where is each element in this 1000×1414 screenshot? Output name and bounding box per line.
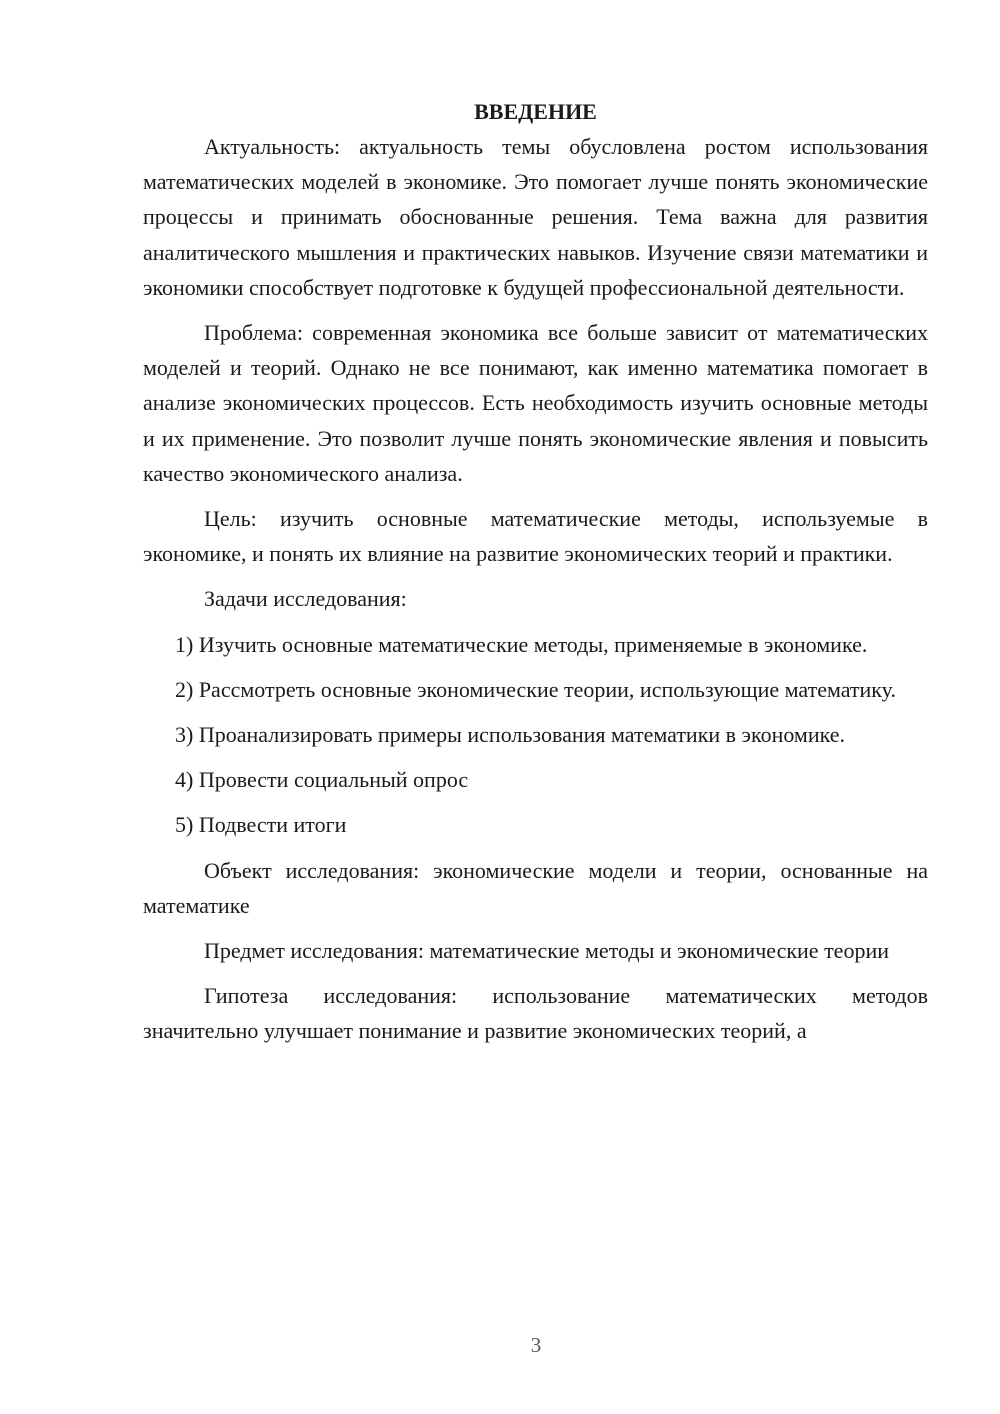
task-item-1: 1) Изучить основные математические методы, применяемые в экономике. [175,631,868,657]
paragraph-goal: Цель: изучить основные математические методы, используемые в экономике, и понять их влияние на развитие экономических теорий и практики. [143,506,928,567]
paragraph-tasks-heading: Задачи исследования: [204,586,407,612]
paragraph-object: Объект исследования: экономические модели и теории, основанные на математике [143,857,928,918]
page-content [143,94,928,1059]
paragraph-hypothesis: Гипотеза исследования: использование математических методов значительно улучшает понимание и развитие экономических теорий, а [143,983,928,1044]
paragraph-subject: Предмет исследования: математические методы и экономические теории [204,938,889,964]
task-item-2: 2) Рассмотреть основные экономические теории, использующие математику. [175,676,896,702]
page-number: 3 [530,1333,542,1357]
paragraph-problem: Проблема: современная экономика все больше зависит от математических моделей и теорий. Однако не все понимают, как именно математика помогает в анализе экономических процессов. Есть необходимость изучить основные методы и их применение. Это позволит лучше понять экономические явления и повысить качество экономического анализа. [143,320,928,486]
task-item-5: 5) Подвести итоги [175,812,347,838]
task-item-4: 4) Провести социальный опрос [175,767,469,793]
paragraph-relevance: Актуальность: актуальность темы обусловлена ростом использования математических моделей в экономике. Это помогает лучше понять экономические процессы и принимать обоснованные решения. Тема важна для развития аналитического мышления и практических навыков. Изучение связи математики и экономики способствует подготовке к будущей профессиональной деятельности. [143,134,928,300]
page-title: ВВЕДЕНИЕ [474,99,597,124]
task-item-3: 3) Проанализировать примеры использования математики в экономике. [175,722,846,748]
